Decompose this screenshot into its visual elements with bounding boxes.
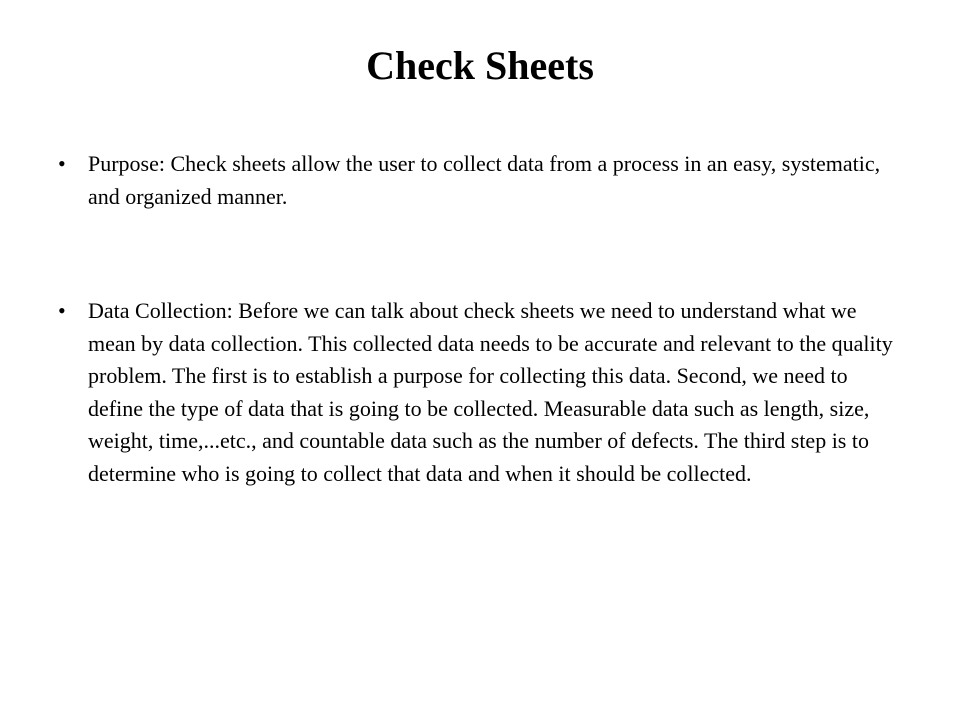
slide-title: Check Sheets <box>366 43 594 88</box>
bullet-dot-icon: • <box>58 151 66 176</box>
bullet-data-collection-text: Data Collection: Before we can talk about check sheets we need to understand what we mean by data collection. This collected data needs to be accurate and relevant to the quality problem. The first is to establish a purpose for collecting this data. Second, we need to define the type of data that is going to be collected. Measurable data such as length, size, weight, time,...etc., and countable data such as the number of defects. The third step is to determine who is going to collect that data and when it should be collected. <box>88 298 893 486</box>
bullet-purpose-text: Purpose: Check sheets allow the user to collect data from a process in an easy, systematic, and organized manner. <box>88 151 881 209</box>
bullet-list <box>58 148 908 490</box>
bullet-data-collection <box>58 295 908 490</box>
bullet-purpose <box>58 148 908 213</box>
bullet-dot-icon: • <box>58 298 66 323</box>
